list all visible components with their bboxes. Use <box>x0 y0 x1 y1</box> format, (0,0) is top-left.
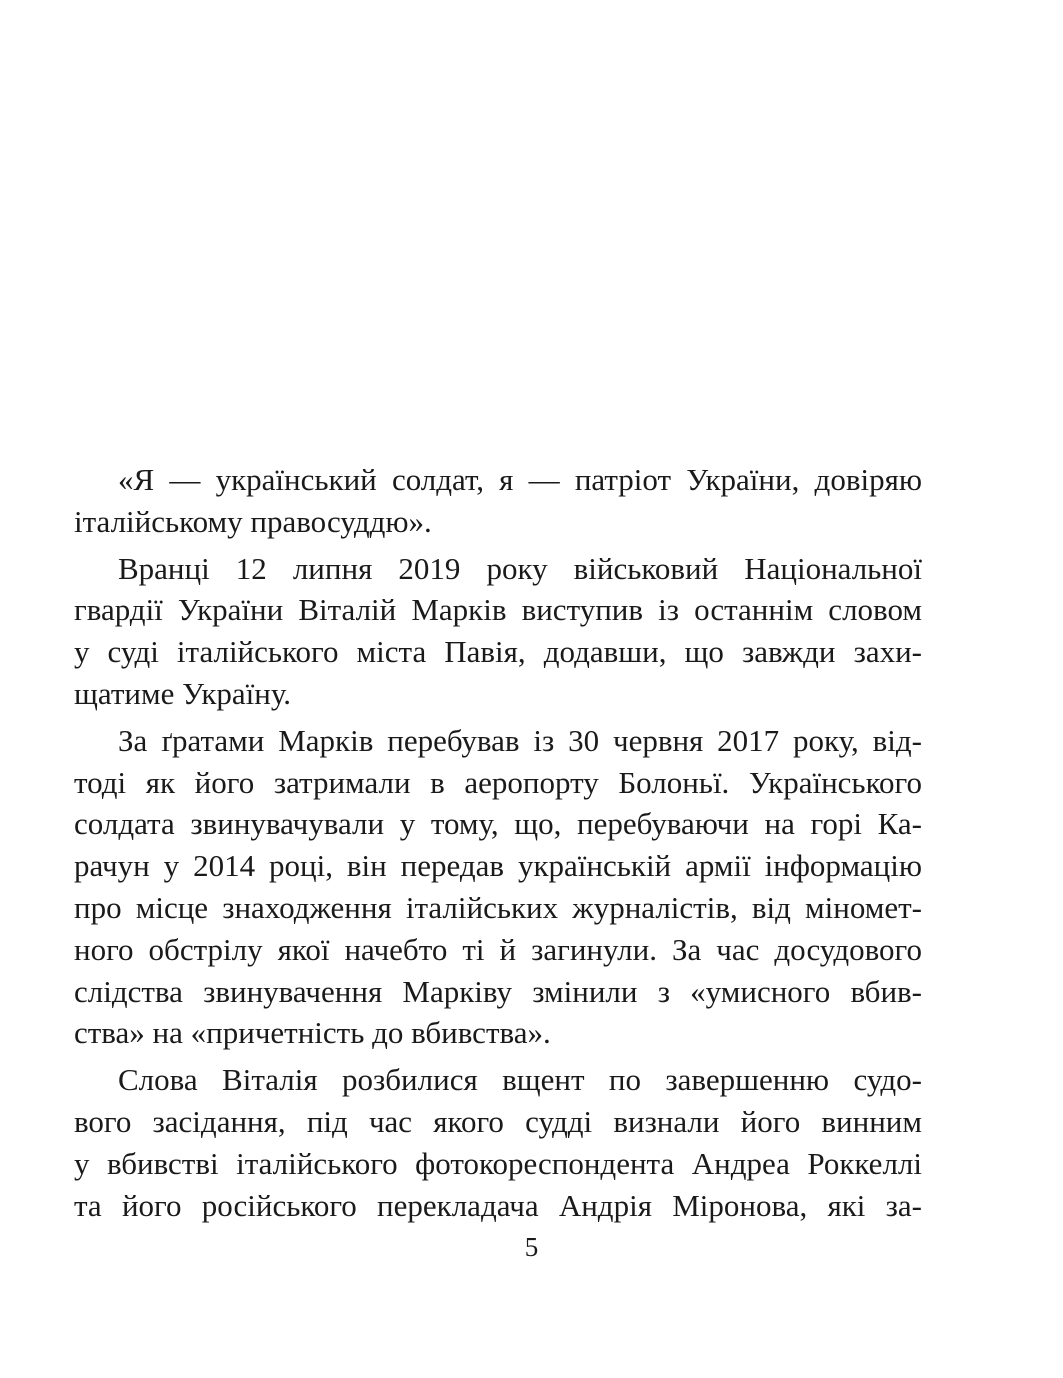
text-line: тоді як його затримали в аеропорту Болоньї. Українського <box>74 764 922 800</box>
text-line: у вбивстві італійського фотокореспондента Андреа Роккеллі <box>74 1145 922 1181</box>
text-line: слідства звинувачення Марківу змінили з «умисного вбив- <box>74 973 922 1009</box>
paragraph-2 <box>74 548 922 715</box>
text-line: щатиме Україну. <box>74 675 291 711</box>
paragraph-4 <box>74 1059 922 1226</box>
text-line: «Я — український солдат, я — патріот України, довіряю <box>118 462 922 497</box>
text-line: солдата звинувачували у тому, що, перебуваючи на горі Ка- <box>74 806 922 842</box>
text-line: гвардії України Віталій Марків виступив із останнім словом <box>74 592 922 628</box>
body-text <box>74 459 922 1226</box>
text-line: ства» на «причетність до вбивства». <box>74 1015 551 1051</box>
text-line: італійському правосуддю». <box>74 503 432 539</box>
text-line: у суді італійського міста Павія, додавши, що завжди захи- <box>74 634 922 670</box>
paragraph-3 <box>74 720 922 1054</box>
text-line: рачун у 2014 році, він передав українській армії інформацію <box>74 848 922 884</box>
paragraph-1 <box>74 459 922 543</box>
text-line: За ґратами Марків перебував із 30 червня 2017 року, від- <box>118 722 922 758</box>
text-line: ного обстрілу якої начебто ті й загинули. За час досудового <box>74 931 922 967</box>
page-number: 5 <box>524 1232 539 1262</box>
text-line: вого засідання, під час якого судді визнали його винним <box>74 1103 922 1139</box>
text-line: про місце знаходження італійських журналістів, від міномет- <box>74 889 922 925</box>
text-line: Слова Віталія розбилися вщент по завершенню судо- <box>118 1062 922 1098</box>
text-line: та його російського перекладача Андрія Міронова, які за- <box>74 1187 922 1223</box>
text-line: Вранці 12 липня 2019 року військовий Національної <box>118 550 922 586</box>
